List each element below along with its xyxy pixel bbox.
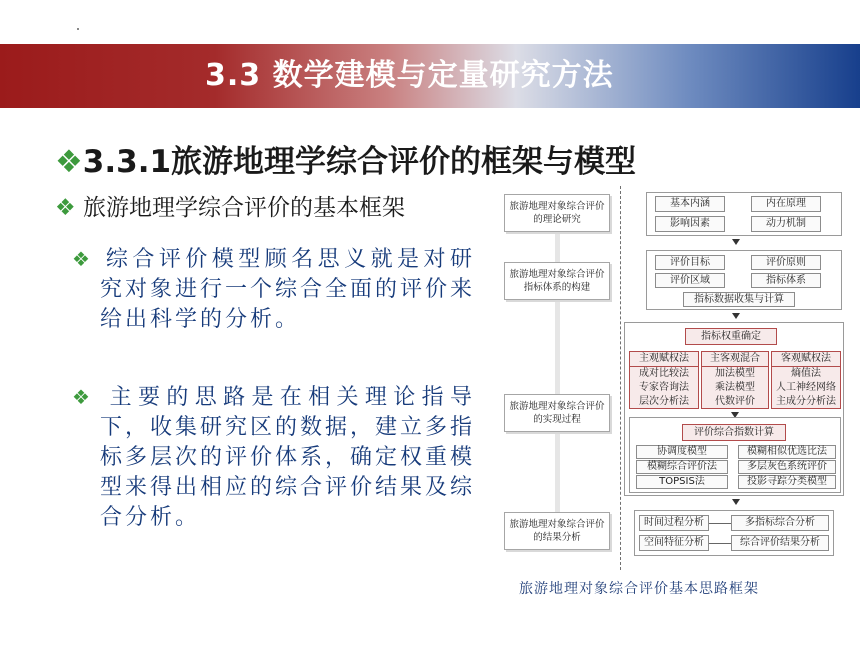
result-connector <box>709 543 731 544</box>
dashed-separator <box>620 186 621 570</box>
stage-connector <box>555 434 560 512</box>
weight-method: 熵值法 <box>791 368 821 379</box>
index-cell: 评价原则 <box>751 255 821 270</box>
results-group <box>634 510 834 556</box>
diamond-bullet-icon: ❖ <box>55 195 76 221</box>
weight-column-subjective <box>629 351 699 409</box>
calc-title: 评价综合指数计算 <box>682 424 786 441</box>
result-cell: 时间过程分析 <box>639 515 709 531</box>
calc-method: 模糊综合评价法 <box>636 460 728 474</box>
down-arrow-icon <box>732 313 740 319</box>
calc-group <box>629 417 841 493</box>
stage-connector <box>555 234 560 262</box>
weight-method: 乘法模型 <box>715 382 755 393</box>
weight-column-mixed <box>701 351 769 409</box>
weight-column-header: 主观赋权法 <box>630 352 698 367</box>
decorative-dot <box>77 28 79 30</box>
diamond-bullet-icon: ❖ <box>72 247 95 271</box>
calc-method: 投影寻踪分类模型 <box>738 475 836 489</box>
subheading-text: 旅游地理学综合评价的基本框架 <box>82 195 405 221</box>
index-group <box>646 250 842 310</box>
diamond-bullet-icon: ❖ <box>55 144 83 180</box>
framework-diagram <box>496 186 848 570</box>
weight-title: 指标权重确定 <box>685 328 777 345</box>
calc-method: 协调度模型 <box>636 445 728 459</box>
subheading <box>55 189 405 222</box>
section-heading <box>55 136 636 181</box>
paragraph-2 <box>72 382 475 533</box>
title-banner <box>0 44 860 108</box>
weight-column-objective <box>771 351 841 409</box>
stage-connector <box>555 302 560 394</box>
theory-cell: 内在原理 <box>751 196 821 212</box>
weight-method: 主成分分析法 <box>776 396 836 407</box>
index-cell: 评价区域 <box>655 273 725 288</box>
index-cell: 评价目标 <box>655 255 725 270</box>
theory-cell: 动力机制 <box>751 216 821 232</box>
down-arrow-icon <box>732 499 740 505</box>
calc-method: 模糊相似优选比法 <box>738 445 836 459</box>
paragraph-1 <box>72 244 475 335</box>
section-heading-text: 3.3.1旅游地理学综合评价的框架与模型 <box>82 144 637 180</box>
weight-method: 人工神经网络 <box>776 382 836 393</box>
process-group <box>624 322 844 496</box>
theory-group <box>646 192 842 236</box>
stage-box-index: 旅游地理对象综合评价指标体系的构建 <box>504 262 610 300</box>
stage-box-process: 旅游地理对象综合评价的实现过程 <box>504 394 610 432</box>
weight-method: 专家咨询法 <box>639 382 689 393</box>
diamond-bullet-icon: ❖ <box>72 385 97 409</box>
calc-method: 多层灰色系统评价 <box>738 460 836 474</box>
weight-method: 层次分析法 <box>639 396 689 407</box>
paragraph-2-text: 主要的思路是在相关理论指导下，收集研究区的数据，建立多指标多层次的评价体系，确定权重模型来得出相应的综合评价结果及综合分析。 <box>100 385 476 530</box>
theory-cell: 基本内涵 <box>655 196 725 212</box>
result-connector <box>709 523 731 524</box>
index-cell-wide: 指标数据收集与计算 <box>683 292 795 307</box>
slide-title: 3.3 数学建模与定量研究方法 <box>205 58 614 93</box>
result-cell: 空间特征分析 <box>639 535 709 551</box>
stage-box-results: 旅游地理对象综合评价的结果分析 <box>504 512 610 550</box>
weight-column-header: 客观赋权法 <box>772 352 840 367</box>
stage-box-theory: 旅游地理对象综合评价的理论研究 <box>504 194 610 232</box>
weight-method: 代数评价 <box>715 396 755 407</box>
down-arrow-icon <box>732 239 740 245</box>
index-cell: 指标体系 <box>751 273 821 288</box>
weight-method: 成对比较法 <box>639 368 689 379</box>
theory-cell: 影响因素 <box>655 216 725 232</box>
diagram-caption: 旅游地理对象综合评价基本思路框架 <box>519 581 759 597</box>
calc-method: TOPSIS法 <box>636 475 728 489</box>
weight-method: 加法模型 <box>715 368 755 379</box>
result-cell: 综合评价结果分析 <box>731 535 829 551</box>
weight-column-header: 主客观混合 <box>702 352 768 367</box>
paragraph-1-text: 综合评价模型顾名思义就是对研究对象进行一个综合全面的评价来给出科学的分析。 <box>100 247 476 332</box>
result-cell: 多指标综合分析 <box>731 515 829 531</box>
